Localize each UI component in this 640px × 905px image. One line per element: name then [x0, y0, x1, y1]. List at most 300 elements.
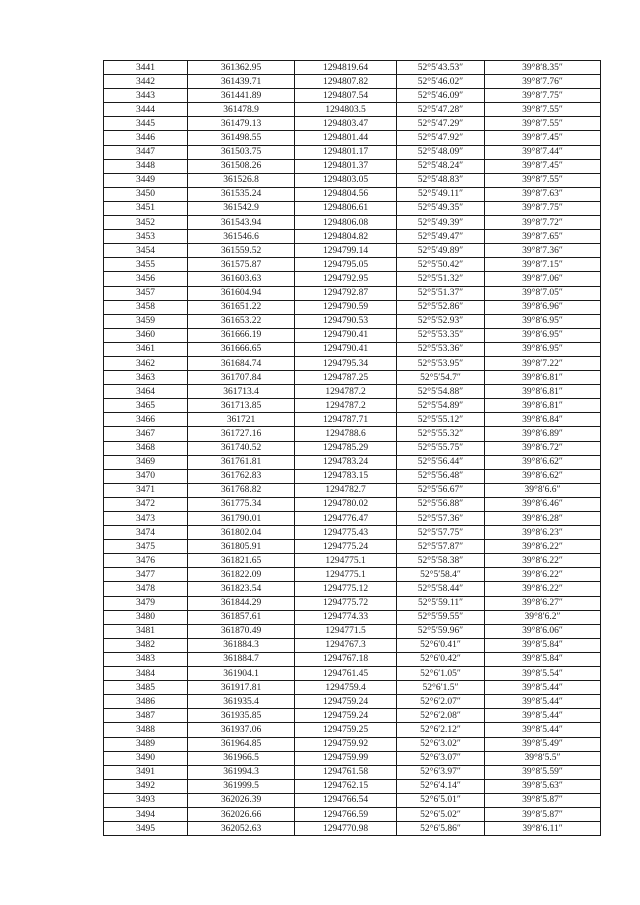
point-number-cell: 3448 [104, 159, 188, 173]
point-number-cell: 3462 [104, 356, 188, 370]
x-coordinate-cell: 361762.83 [188, 469, 295, 483]
x-coordinate-cell: 361535.24 [188, 187, 295, 201]
latitude-cell: 52°5′57.87″ [397, 540, 485, 554]
y-coordinate-cell: 1294790.41 [295, 328, 397, 342]
x-coordinate-cell: 361604.94 [188, 286, 295, 300]
latitude-cell: 52°5′55.75″ [397, 441, 485, 455]
y-coordinate-cell: 1294790.59 [295, 300, 397, 314]
point-number-cell: 3470 [104, 469, 188, 483]
latitude-cell: 52°6′2.08″ [397, 709, 485, 723]
longitude-cell: 39°8′7.44″ [485, 145, 601, 159]
y-coordinate-cell: 1294759.92 [295, 737, 397, 751]
y-coordinate-cell: 1294771.5 [295, 624, 397, 638]
point-number-cell: 3456 [104, 272, 188, 286]
point-number-cell: 3460 [104, 328, 188, 342]
x-coordinate-cell: 361526.8 [188, 173, 295, 187]
y-coordinate-cell: 1294787.2 [295, 385, 397, 399]
table-row [104, 667, 601, 681]
y-coordinate-cell: 1294803.05 [295, 173, 397, 187]
y-coordinate-cell: 1294804.82 [295, 230, 397, 244]
x-coordinate-cell: 361844.29 [188, 596, 295, 610]
latitude-cell: 52°5′59.55″ [397, 610, 485, 624]
y-coordinate-cell: 1294762.15 [295, 779, 397, 793]
y-coordinate-cell: 1294759.24 [295, 695, 397, 709]
x-coordinate-cell: 361478.9 [188, 103, 295, 117]
x-coordinate-cell: 361707.84 [188, 371, 295, 385]
table-row [104, 103, 601, 117]
point-number-cell: 3451 [104, 201, 188, 215]
longitude-cell: 39°8′6.62″ [485, 455, 601, 469]
point-number-cell: 3442 [104, 75, 188, 89]
x-coordinate-cell: 361439.71 [188, 75, 295, 89]
latitude-cell: 52°5′46.02″ [397, 75, 485, 89]
latitude-cell: 52°6′1.05″ [397, 667, 485, 681]
y-coordinate-cell: 1294775.24 [295, 540, 397, 554]
longitude-cell: 39°8′5.44″ [485, 681, 601, 695]
longitude-cell: 39°8′6.11″ [485, 822, 601, 836]
y-coordinate-cell: 1294775.1 [295, 568, 397, 582]
latitude-cell: 52°5′47.29″ [397, 117, 485, 131]
table-row [104, 779, 601, 793]
latitude-cell: 52°5′54.88″ [397, 385, 485, 399]
x-coordinate-cell: 361857.61 [188, 610, 295, 624]
x-coordinate-cell: 361790.01 [188, 512, 295, 526]
x-coordinate-cell: 362052.63 [188, 822, 295, 836]
point-number-cell: 3449 [104, 173, 188, 187]
point-number-cell: 3452 [104, 216, 188, 230]
latitude-cell: 52°5′56.48″ [397, 469, 485, 483]
point-number-cell: 3480 [104, 610, 188, 624]
point-number-cell: 3472 [104, 497, 188, 511]
longitude-cell: 39°8′7.55″ [485, 173, 601, 187]
x-coordinate-cell: 361740.52 [188, 441, 295, 455]
x-coordinate-cell: 361508.26 [188, 159, 295, 173]
y-coordinate-cell: 1294807.82 [295, 75, 397, 89]
y-coordinate-cell: 1294759.99 [295, 751, 397, 765]
table-row [104, 582, 601, 596]
table-row [104, 483, 601, 497]
y-coordinate-cell: 1294801.17 [295, 145, 397, 159]
x-coordinate-cell: 361966.5 [188, 751, 295, 765]
x-coordinate-cell: 361904.1 [188, 667, 295, 681]
longitude-cell: 39°8′6.22″ [485, 582, 601, 596]
latitude-cell: 52°6′0.41″ [397, 638, 485, 652]
table-row [104, 441, 601, 455]
longitude-cell: 39°8′7.05″ [485, 286, 601, 300]
x-coordinate-cell: 361441.89 [188, 89, 295, 103]
y-coordinate-cell: 1294775.12 [295, 582, 397, 596]
longitude-cell: 39°8′7.75″ [485, 89, 601, 103]
table-row [104, 751, 601, 765]
x-coordinate-cell: 361870.49 [188, 624, 295, 638]
point-number-cell: 3483 [104, 652, 188, 666]
table-row [104, 385, 601, 399]
longitude-cell: 39°8′5.84″ [485, 638, 601, 652]
y-coordinate-cell: 1294759.4 [295, 681, 397, 695]
latitude-cell: 52°5′51.32″ [397, 272, 485, 286]
latitude-cell: 52°5′55.32″ [397, 427, 485, 441]
point-number-cell: 3481 [104, 624, 188, 638]
y-coordinate-cell: 1294792.87 [295, 286, 397, 300]
point-number-cell: 3489 [104, 737, 188, 751]
point-number-cell: 3494 [104, 807, 188, 821]
y-coordinate-cell: 1294803.47 [295, 117, 397, 131]
point-number-cell: 3473 [104, 512, 188, 526]
longitude-cell: 39°8′6.72″ [485, 441, 601, 455]
y-coordinate-cell: 1294776.47 [295, 512, 397, 526]
latitude-cell: 52°5′58.44″ [397, 582, 485, 596]
latitude-cell: 52°6′2.07″ [397, 695, 485, 709]
table-row [104, 173, 601, 187]
longitude-cell: 39°8′7.55″ [485, 103, 601, 117]
x-coordinate-cell: 361603.63 [188, 272, 295, 286]
latitude-cell: 52°5′56.67″ [397, 483, 485, 497]
latitude-cell: 52°5′53.95″ [397, 356, 485, 370]
table-row [104, 822, 601, 836]
x-coordinate-cell: 361666.65 [188, 342, 295, 356]
table-row [104, 371, 601, 385]
longitude-cell: 39°8′5.59″ [485, 765, 601, 779]
table-row [104, 286, 601, 300]
table-row [104, 244, 601, 258]
table-row [104, 765, 601, 779]
y-coordinate-cell: 1294799.14 [295, 244, 397, 258]
table-row [104, 469, 601, 483]
x-coordinate-cell: 361362.95 [188, 61, 295, 75]
longitude-cell: 39°8′5.87″ [485, 793, 601, 807]
y-coordinate-cell: 1294759.24 [295, 709, 397, 723]
longitude-cell: 39°8′7.65″ [485, 230, 601, 244]
table-row [104, 681, 601, 695]
table-row [104, 807, 601, 821]
point-number-cell: 3463 [104, 371, 188, 385]
x-coordinate-cell: 361713.85 [188, 399, 295, 413]
longitude-cell: 39°8′7.36″ [485, 244, 601, 258]
x-coordinate-cell: 362026.66 [188, 807, 295, 821]
y-coordinate-cell: 1294787.71 [295, 413, 397, 427]
y-coordinate-cell: 1294767.3 [295, 638, 397, 652]
longitude-cell: 39°8′5.44″ [485, 723, 601, 737]
y-coordinate-cell: 1294806.08 [295, 216, 397, 230]
table-row [104, 610, 601, 624]
point-number-cell: 3474 [104, 526, 188, 540]
longitude-cell: 39°8′6.23″ [485, 526, 601, 540]
latitude-cell: 52°5′58.38″ [397, 554, 485, 568]
longitude-cell: 39°8′6.06″ [485, 624, 601, 638]
point-number-cell: 3441 [104, 61, 188, 75]
x-coordinate-cell: 361721 [188, 413, 295, 427]
longitude-cell: 39°8′5.44″ [485, 695, 601, 709]
x-coordinate-cell: 361575.87 [188, 258, 295, 272]
table-row [104, 737, 601, 751]
point-number-cell: 3453 [104, 230, 188, 244]
longitude-cell: 39°8′7.06″ [485, 272, 601, 286]
table-row [104, 638, 601, 652]
y-coordinate-cell: 1294804.56 [295, 187, 397, 201]
table-row [104, 793, 601, 807]
longitude-cell: 39°8′7.76″ [485, 75, 601, 89]
point-number-cell: 3477 [104, 568, 188, 582]
y-coordinate-cell: 1294775.43 [295, 526, 397, 540]
y-coordinate-cell: 1294806.61 [295, 201, 397, 215]
y-coordinate-cell: 1294801.44 [295, 131, 397, 145]
latitude-cell: 52°5′47.28″ [397, 103, 485, 117]
point-number-cell: 3495 [104, 822, 188, 836]
x-coordinate-cell: 361884.3 [188, 638, 295, 652]
x-coordinate-cell: 361498.55 [188, 131, 295, 145]
y-coordinate-cell: 1294785.29 [295, 441, 397, 455]
longitude-cell: 39°8′6.95″ [485, 328, 601, 342]
y-coordinate-cell: 1294775.1 [295, 554, 397, 568]
point-number-cell: 3492 [104, 779, 188, 793]
table-row [104, 540, 601, 554]
y-coordinate-cell: 1294766.59 [295, 807, 397, 821]
x-coordinate-cell: 361713.4 [188, 385, 295, 399]
table-row [104, 117, 601, 131]
latitude-cell: 52°6′5.02″ [397, 807, 485, 821]
point-number-cell: 3486 [104, 695, 188, 709]
x-coordinate-cell: 361559.52 [188, 244, 295, 258]
latitude-cell: 52°6′3.02″ [397, 737, 485, 751]
y-coordinate-cell: 1294787.25 [295, 371, 397, 385]
latitude-cell: 52°5′49.89″ [397, 244, 485, 258]
table-row [104, 272, 601, 286]
latitude-cell: 52°5′55.12″ [397, 413, 485, 427]
latitude-cell: 52°5′48.24″ [397, 159, 485, 173]
latitude-cell: 52°5′57.36″ [397, 512, 485, 526]
latitude-cell: 52°5′49.47″ [397, 230, 485, 244]
longitude-cell: 39°8′6.95″ [485, 342, 601, 356]
point-number-cell: 3493 [104, 793, 188, 807]
table-row [104, 230, 601, 244]
y-coordinate-cell: 1294819.64 [295, 61, 397, 75]
longitude-cell: 39°8′6.22″ [485, 540, 601, 554]
longitude-cell: 39°8′7.55″ [485, 117, 601, 131]
latitude-cell: 52°5′49.35″ [397, 201, 485, 215]
point-number-cell: 3461 [104, 342, 188, 356]
table-row [104, 145, 601, 159]
table-row [104, 695, 601, 709]
point-number-cell: 3487 [104, 709, 188, 723]
x-coordinate-cell: 361937.06 [188, 723, 295, 737]
point-number-cell: 3466 [104, 413, 188, 427]
x-coordinate-cell: 361823.54 [188, 582, 295, 596]
x-coordinate-cell: 361761.81 [188, 455, 295, 469]
y-coordinate-cell: 1294775.72 [295, 596, 397, 610]
point-number-cell: 3443 [104, 89, 188, 103]
table-row [104, 258, 601, 272]
point-number-cell: 3475 [104, 540, 188, 554]
table-row [104, 89, 601, 103]
latitude-cell: 52°5′59.11″ [397, 596, 485, 610]
y-coordinate-cell: 1294792.95 [295, 272, 397, 286]
longitude-cell: 39°8′6.95″ [485, 314, 601, 328]
x-coordinate-cell: 361821.65 [188, 554, 295, 568]
x-coordinate-cell: 361994.3 [188, 765, 295, 779]
y-coordinate-cell: 1294782.7 [295, 483, 397, 497]
x-coordinate-cell: 361666.19 [188, 328, 295, 342]
point-number-cell: 3465 [104, 399, 188, 413]
x-coordinate-cell: 361775.34 [188, 497, 295, 511]
longitude-cell: 39°8′8.35″ [485, 61, 601, 75]
latitude-cell: 52°6′5.01″ [397, 793, 485, 807]
x-coordinate-cell: 361805.91 [188, 540, 295, 554]
point-number-cell: 3455 [104, 258, 188, 272]
latitude-cell: 52°5′43.53″ [397, 61, 485, 75]
point-number-cell: 3491 [104, 765, 188, 779]
longitude-cell: 39°8′6.2″ [485, 610, 601, 624]
table-row [104, 187, 601, 201]
table-row [104, 159, 601, 173]
latitude-cell: 52°5′49.11″ [397, 187, 485, 201]
table-row [104, 201, 601, 215]
point-number-cell: 3467 [104, 427, 188, 441]
y-coordinate-cell: 1294803.5 [295, 103, 397, 117]
longitude-cell: 39°8′7.22″ [485, 356, 601, 370]
longitude-cell: 39°8′6.27″ [485, 596, 601, 610]
table-row [104, 497, 601, 511]
y-coordinate-cell: 1294783.15 [295, 469, 397, 483]
y-coordinate-cell: 1294788.6 [295, 427, 397, 441]
latitude-cell: 52°5′50.42″ [397, 258, 485, 272]
latitude-cell: 52°5′56.88″ [397, 497, 485, 511]
point-number-cell: 3446 [104, 131, 188, 145]
y-coordinate-cell: 1294761.58 [295, 765, 397, 779]
point-number-cell: 3464 [104, 385, 188, 399]
longitude-cell: 39°8′5.49″ [485, 737, 601, 751]
longitude-cell: 39°8′5.44″ [485, 709, 601, 723]
point-number-cell: 3484 [104, 667, 188, 681]
x-coordinate-cell: 361543.94 [188, 216, 295, 230]
table-row [104, 131, 601, 145]
y-coordinate-cell: 1294770.98 [295, 822, 397, 836]
point-number-cell: 3458 [104, 300, 188, 314]
table-row [104, 399, 601, 413]
table-row [104, 75, 601, 89]
table-row [104, 709, 601, 723]
table-row [104, 61, 601, 75]
latitude-cell: 52°5′59.96″ [397, 624, 485, 638]
y-coordinate-cell: 1294801.37 [295, 159, 397, 173]
latitude-cell: 52°5′53.36″ [397, 342, 485, 356]
y-coordinate-cell: 1294780.02 [295, 497, 397, 511]
table-row [104, 652, 601, 666]
point-number-cell: 3459 [104, 314, 188, 328]
x-coordinate-cell: 361546.6 [188, 230, 295, 244]
longitude-cell: 39°8′6.84″ [485, 413, 601, 427]
longitude-cell: 39°8′5.87″ [485, 807, 601, 821]
x-coordinate-cell: 361503.75 [188, 145, 295, 159]
y-coordinate-cell: 1294766.54 [295, 793, 397, 807]
table-row [104, 624, 601, 638]
latitude-cell: 52°5′46.09″ [397, 89, 485, 103]
latitude-cell: 52°5′53.35″ [397, 328, 485, 342]
longitude-cell: 39°8′7.45″ [485, 131, 601, 145]
point-number-cell: 3450 [104, 187, 188, 201]
latitude-cell: 52°5′48.09″ [397, 145, 485, 159]
x-coordinate-cell: 362026.39 [188, 793, 295, 807]
latitude-cell: 52°6′3.07″ [397, 751, 485, 765]
x-coordinate-cell: 361822.09 [188, 568, 295, 582]
x-coordinate-cell: 361684.74 [188, 356, 295, 370]
x-coordinate-cell: 361542.9 [188, 201, 295, 215]
longitude-cell: 39°8′7.72″ [485, 216, 601, 230]
x-coordinate-cell: 361999.5 [188, 779, 295, 793]
coordinates-table-body [104, 61, 601, 836]
table-row [104, 427, 601, 441]
x-coordinate-cell: 361768.82 [188, 483, 295, 497]
latitude-cell: 52°5′58.4″ [397, 568, 485, 582]
latitude-cell: 52°5′47.92″ [397, 131, 485, 145]
point-number-cell: 3454 [104, 244, 188, 258]
y-coordinate-cell: 1294790.41 [295, 342, 397, 356]
y-coordinate-cell: 1294783.24 [295, 455, 397, 469]
table-row [104, 554, 601, 568]
point-number-cell: 3444 [104, 103, 188, 117]
longitude-cell: 39°8′6.6″ [485, 483, 601, 497]
longitude-cell: 39°8′7.63″ [485, 187, 601, 201]
y-coordinate-cell: 1294774.33 [295, 610, 397, 624]
x-coordinate-cell: 361653.22 [188, 314, 295, 328]
table-row [104, 356, 601, 370]
longitude-cell: 39°8′6.22″ [485, 568, 601, 582]
table-row [104, 723, 601, 737]
latitude-cell: 52°5′54.7″ [397, 371, 485, 385]
point-number-cell: 3488 [104, 723, 188, 737]
point-number-cell: 3468 [104, 441, 188, 455]
table-row [104, 342, 601, 356]
point-number-cell: 3485 [104, 681, 188, 695]
latitude-cell: 52°5′56.44″ [397, 455, 485, 469]
y-coordinate-cell: 1294767.18 [295, 652, 397, 666]
x-coordinate-cell: 361727.16 [188, 427, 295, 441]
point-number-cell: 3479 [104, 596, 188, 610]
point-number-cell: 3478 [104, 582, 188, 596]
latitude-cell: 52°5′57.75″ [397, 526, 485, 540]
longitude-cell: 39°8′7.75″ [485, 201, 601, 215]
y-coordinate-cell: 1294787.2 [295, 399, 397, 413]
x-coordinate-cell: 361917.81 [188, 681, 295, 695]
latitude-cell: 52°6′3.97″ [397, 765, 485, 779]
latitude-cell: 52°5′51.37″ [397, 286, 485, 300]
longitude-cell: 39°8′5.84″ [485, 652, 601, 666]
latitude-cell: 52°6′0.42″ [397, 652, 485, 666]
latitude-cell: 52°5′52.86″ [397, 300, 485, 314]
point-number-cell: 3445 [104, 117, 188, 131]
latitude-cell: 52°6′4.14″ [397, 779, 485, 793]
latitude-cell: 52°6′5.86″ [397, 822, 485, 836]
table-row [104, 413, 601, 427]
y-coordinate-cell: 1294807.54 [295, 89, 397, 103]
table-row [104, 314, 601, 328]
y-coordinate-cell: 1294759.25 [295, 723, 397, 737]
x-coordinate-cell: 361964.85 [188, 737, 295, 751]
longitude-cell: 39°8′5.54″ [485, 667, 601, 681]
longitude-cell: 39°8′6.22″ [485, 554, 601, 568]
latitude-cell: 52°5′54.89″ [397, 399, 485, 413]
latitude-cell: 52°6′1.5″ [397, 681, 485, 695]
longitude-cell: 39°8′7.15″ [485, 258, 601, 272]
point-number-cell: 3476 [104, 554, 188, 568]
point-number-cell: 3447 [104, 145, 188, 159]
table-row [104, 568, 601, 582]
x-coordinate-cell: 361802.04 [188, 526, 295, 540]
x-coordinate-cell: 361651.22 [188, 300, 295, 314]
point-number-cell: 3482 [104, 638, 188, 652]
table-row [104, 300, 601, 314]
x-coordinate-cell: 361935.85 [188, 709, 295, 723]
latitude-cell: 52°6′2.12″ [397, 723, 485, 737]
